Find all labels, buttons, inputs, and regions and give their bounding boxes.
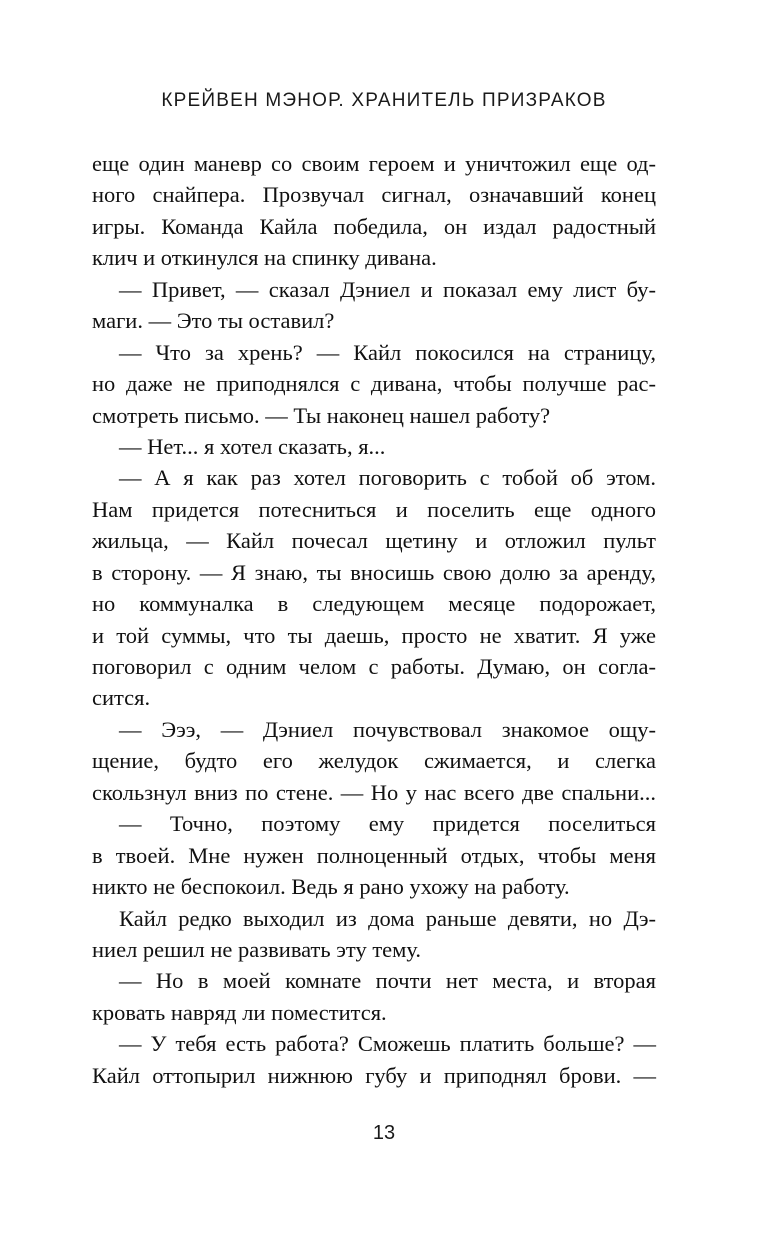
text-line: — А я как раз хотел поговорить с тобой об этом.: [119, 465, 656, 491]
text-line: — Эээ, — Дэниел почувствовал знакомое ощу-: [119, 716, 656, 742]
text-line: Нам придется потесниться и поселить еще одного: [92, 496, 656, 522]
text-line: маги. — Это ты оставил?: [92, 308, 335, 334]
text-line: клич и откинулся на спинку дивана.: [92, 245, 437, 271]
text-line: ного снайпера. Прозвучал сигнал, означавший конец: [92, 182, 656, 208]
text-line: — Точно, поэтому ему придется поселиться: [119, 811, 656, 837]
text-line: — У тебя есть работа? Сможешь платить больше? —: [119, 1031, 656, 1057]
text-line: игры. Команда Кайла победила, он издал радостный: [92, 213, 656, 239]
text-line: поговорил с одним челом с работы. Думаю, он согла-: [92, 654, 656, 679]
body-text: [92, 148, 656, 1091]
text-line: еще один маневр со своим героем и уничтожил еще од-: [92, 151, 656, 176]
text-line: Кайл оттопырил нижнюю губу и приподнял брови. —: [92, 1062, 656, 1088]
text-line: щение, будто его желудок сжимается, и слегка: [92, 748, 656, 774]
text-line: но даже не приподнялся с дивана, чтобы получше рас-: [92, 371, 656, 397]
text-line: скользнул вниз по стене. — Но у нас всего две спальни...: [92, 779, 656, 805]
running-head: КРЕЙВЕН МЭНОР. ХРАНИТЕЛЬ ПРИЗРАКОВ: [161, 90, 607, 111]
text-line: но коммуналка в следующем месяце подорожает,: [92, 591, 656, 617]
text-line: жильца, — Кайл почесал щетину и отложил пульт: [92, 528, 656, 554]
text-line: сится.: [92, 685, 151, 711]
text-line: — Но в моей комнате почти нет места, и вторая: [119, 968, 656, 994]
text-line: — Что за хрень? — Кайл покосился на страницу,: [119, 339, 656, 365]
text-line: в сторону. — Я знаю, ты вносишь свою долю за аренду,: [92, 559, 656, 585]
text-line: — Нет... я хотел сказать, я...: [119, 433, 386, 459]
text-line: ниел решил не развивать эту тему.: [92, 936, 422, 962]
text-line: никто не беспокоил. Ведь я рано ухожу на работу.: [92, 874, 570, 900]
text-line: Кайл редко выходил из дома раньше девяти, но Дэ-: [119, 905, 656, 931]
page-number: 13: [372, 1122, 396, 1144]
text-line: — Привет, — сказал Дэниел и показал ему лист бу-: [119, 276, 656, 302]
text-line: кровать навряд ли поместится.: [92, 999, 387, 1025]
text-line: в твоей. Мне нужен полноценный отдых, чтобы меня: [92, 842, 656, 868]
text-line: и той суммы, что ты даешь, просто не хватит. Я уже: [92, 622, 656, 648]
text-line: смотреть письмо. — Ты наконец нашел работу?: [92, 402, 551, 428]
